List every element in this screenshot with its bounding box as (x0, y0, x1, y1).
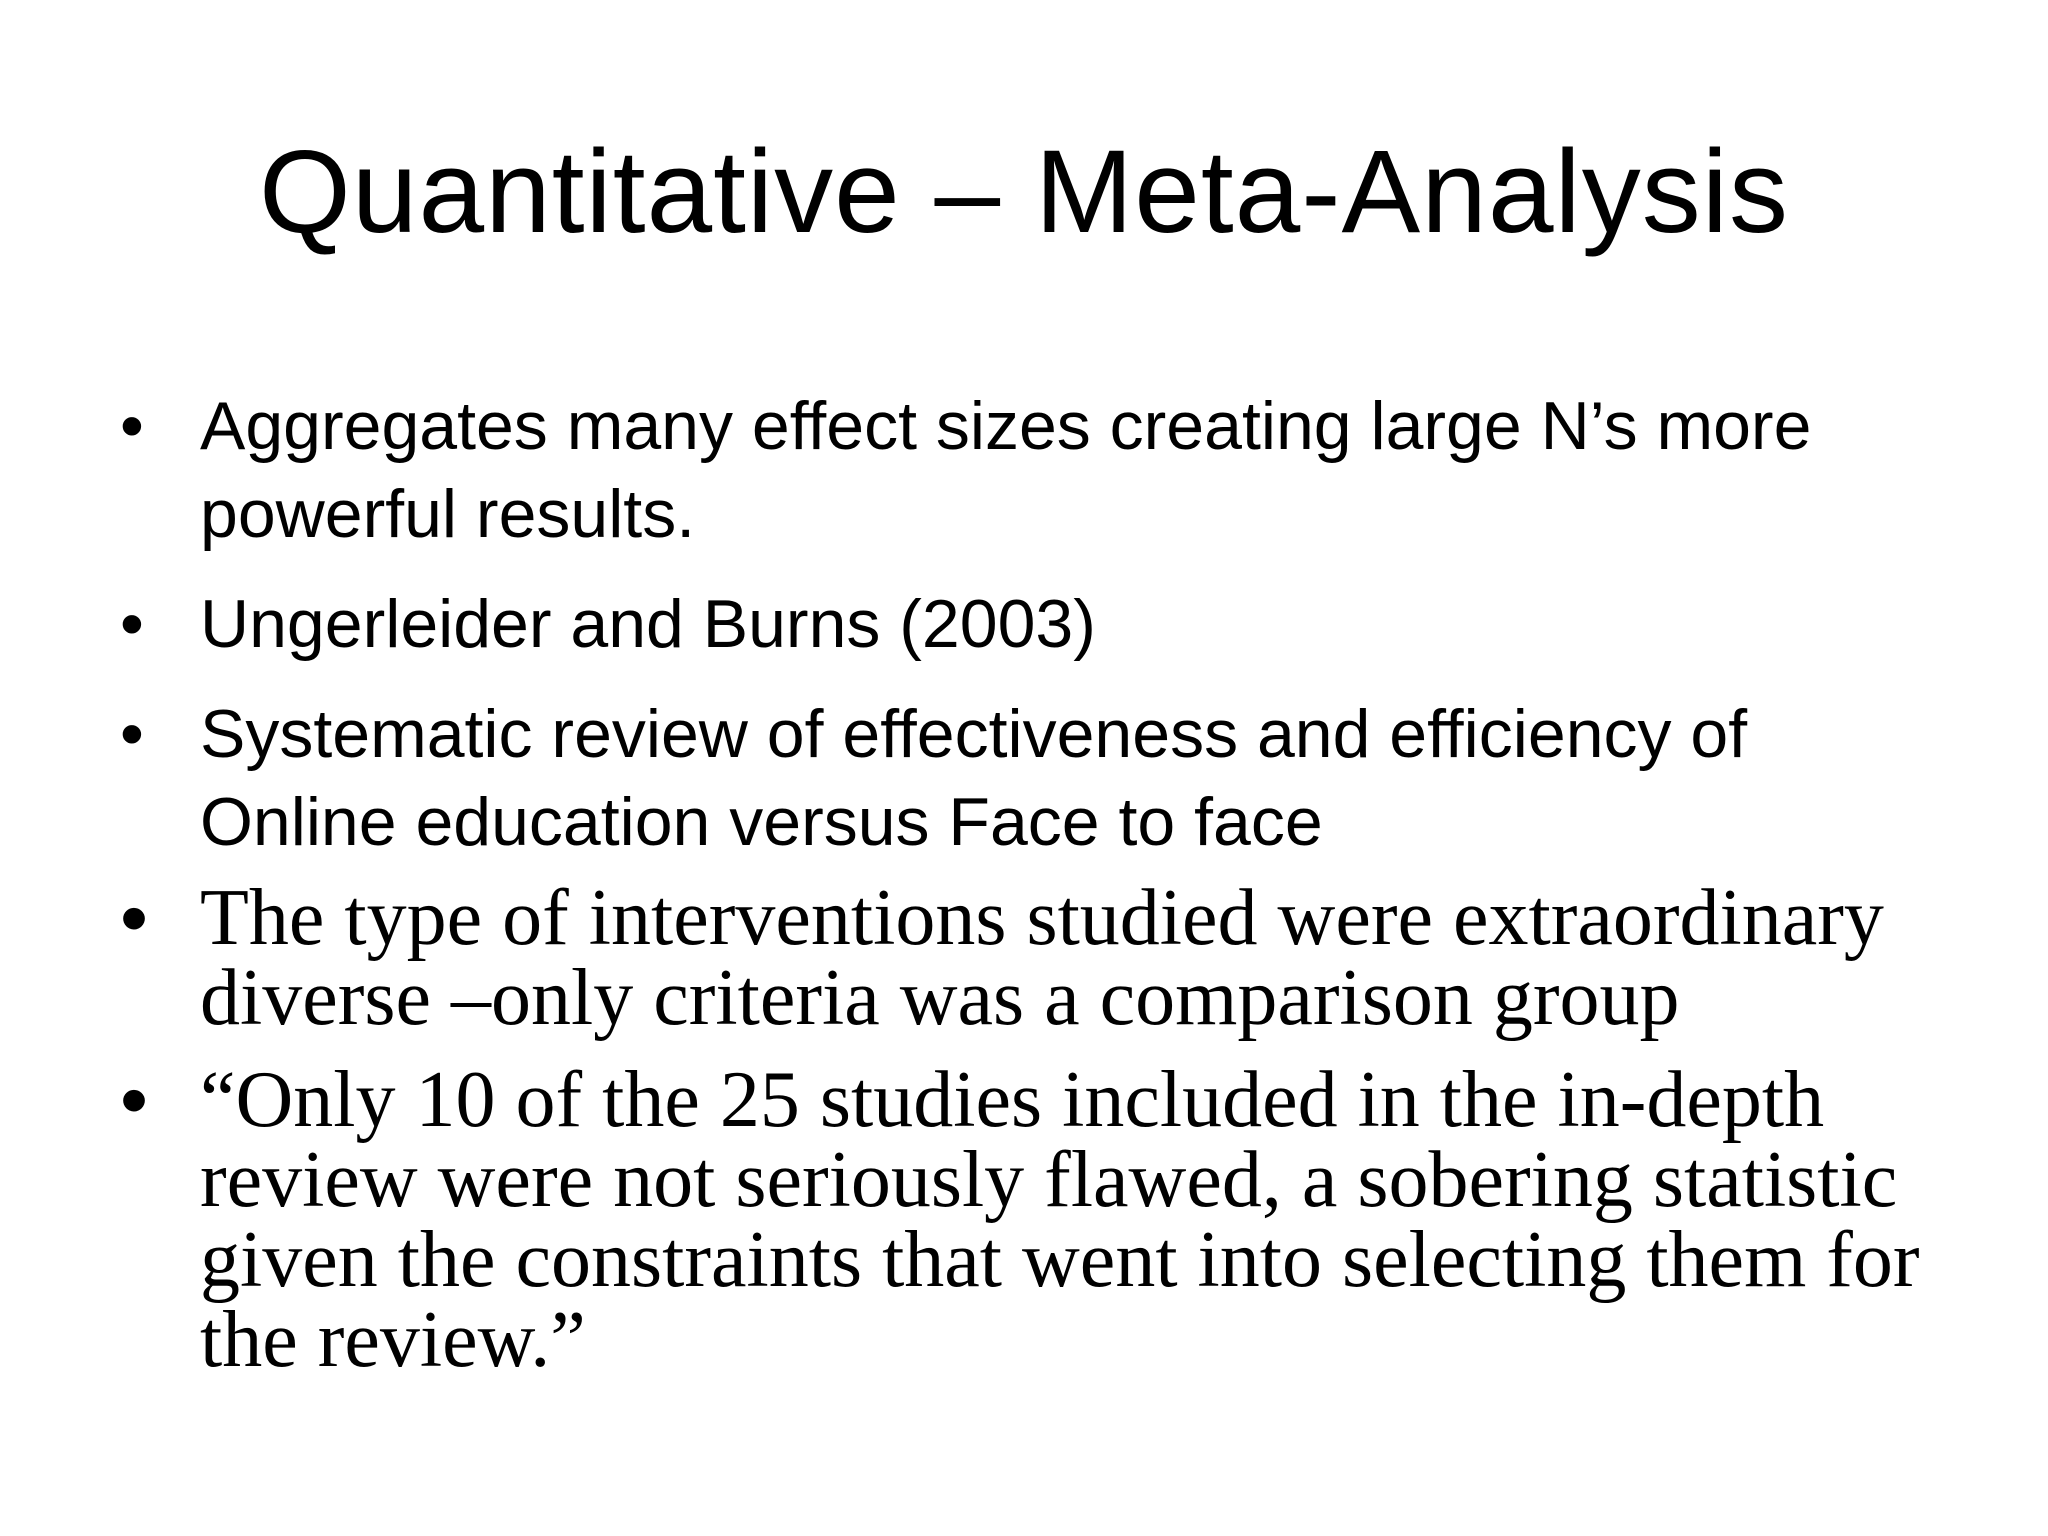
slide-title: Quantitative – Meta-Analysis (259, 126, 1789, 258)
bullet-item (120, 580, 1960, 668)
bullet-text: “Only 10 of the 25 studies included in the in-depth review were not seriously flawed, a sobering statistic given the constraints that went into selecting them for the review.” (200, 1056, 1920, 1384)
bullet-item (120, 690, 1960, 866)
bullet-text: The type of interventions studied were extraordinary diverse –only criteria was a comparison group (200, 874, 1884, 1042)
bullet-text: Ungerleider and Burns (2003) (200, 586, 1096, 662)
bullet-marker: • (120, 1055, 149, 1144)
bullet-item (120, 382, 1960, 558)
bullet-marker: • (120, 388, 144, 464)
bullet-marker: • (120, 696, 144, 772)
bullet-marker: • (120, 873, 149, 962)
bullet-text: Systematic review of effectiveness and efficiency of Online education versus Face to face (200, 696, 1748, 860)
bullet-item (120, 873, 1960, 1042)
bullet-marker: • (120, 586, 144, 662)
bullet-item (120, 1055, 1960, 1384)
bullet-text: Aggregates many effect sizes creating large N’s more powerful results. (200, 388, 1812, 552)
